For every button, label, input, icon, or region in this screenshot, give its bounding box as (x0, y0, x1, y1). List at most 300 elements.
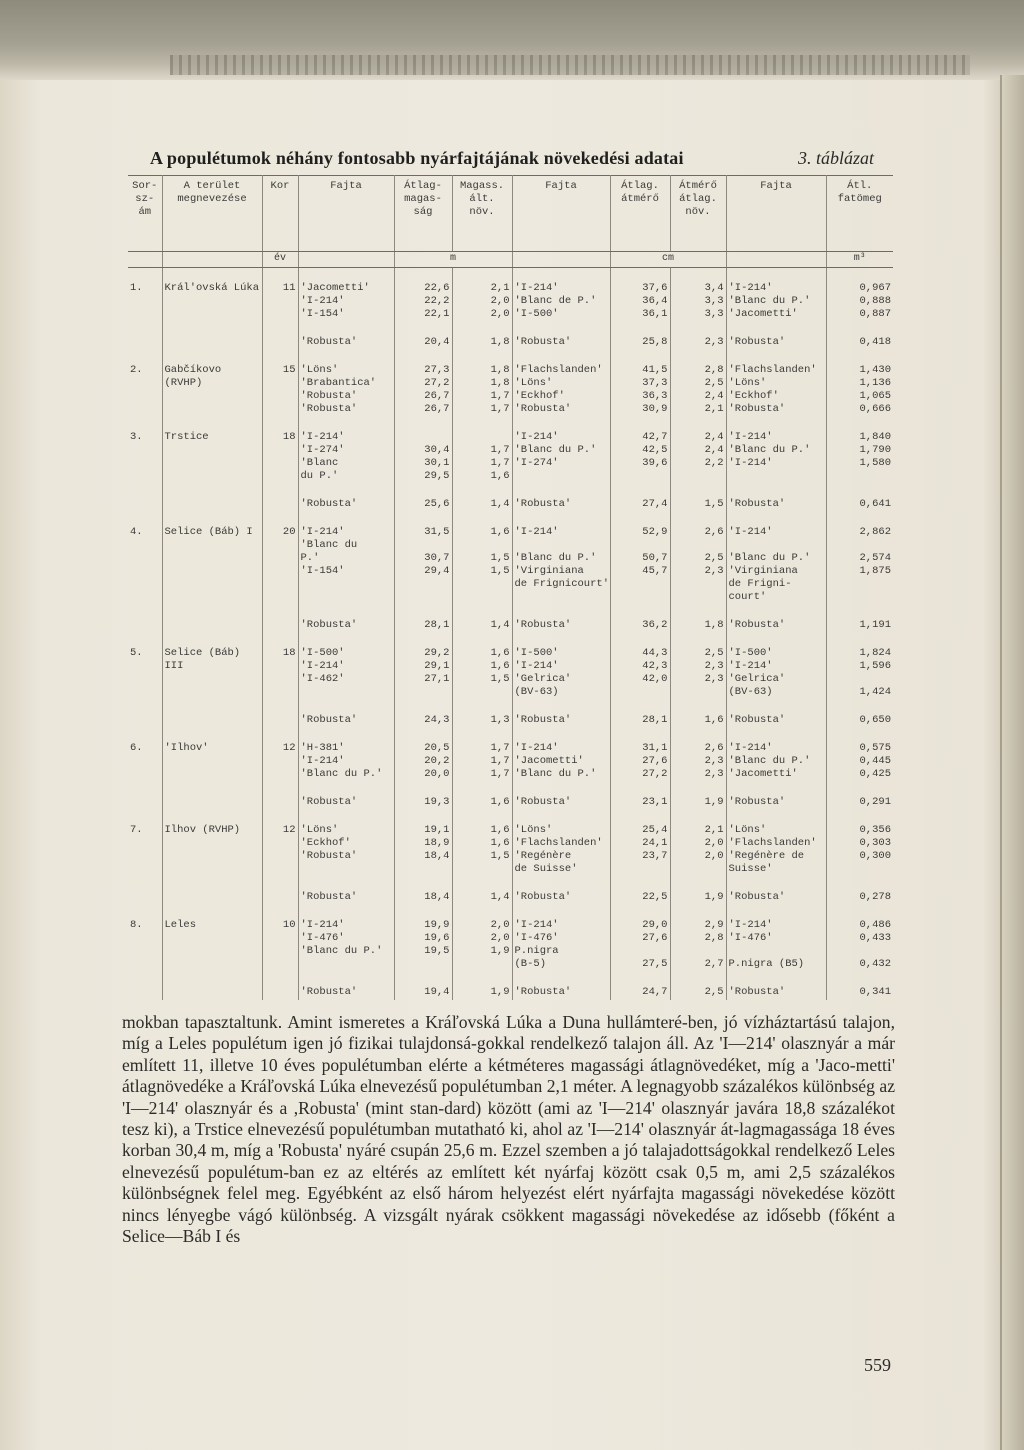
cell-line: 1,824 (859, 647, 891, 659)
cell-kor (262, 905, 298, 972)
cell-atlag-atmero (610, 268, 670, 323)
cell-line: 'I-476' (514, 932, 559, 944)
cell-line: 'Flachslanden' (728, 364, 817, 376)
cell-line (729, 539, 824, 552)
paragraph-text: mokban tapasztaltunk. Amint ismeretes a Kráľovská Lúka a Duna hullámteré-ben, jó vízháztartású talajon, míg a Leles populétum igen jó fizikai tulajdonsá-gokkal rendelkező talajon áll. Az 'I—214' olasznyár a már említett 11, illetve 10 éves populétumban elérte a kétméteres magassági átlagnövedéket, míg a 'Jaco-metti' átlagnövedéke a Kráľovská Lúka elnevezésű populétumban 2,1 méter. A legnagyobb százalékos különbség az 'I—214' olasznyár és a ,Robusta' (mint stan-dard) között (ami az 'I—214' olasznyár javára 18,8 százalékot tesz ki), a Trstice elnevezésű populétumban mutatható ki, ahol az 'I—214' olasznyár át-lagmagassága 18 éves korban 30,4 m, míg a 'Robusta' nyáré csupán 25,6 m. Ezzel szemben a jó talajadottságokkal rendelkező Leles elnevezésű populétum-ban ez az eltérés az említett két nyárfaj között csak 0,5 m, ami 2,5 százalékos különbségnek felel meg. Egyébként az első három helyezést elért nyárfajta magassági növekedése között nincs lényegbe vágó különbség. A vizsgált nyárak csökkent magassági növekedése az idősebb (főként a Selice—Báb I és (122, 1012, 895, 1247)
cell-line: 1,8 (490, 336, 510, 348)
cell-magassag-novekedes (452, 905, 512, 972)
cell-line: 'I-214' (728, 282, 773, 294)
cell-line: 1,9 (490, 945, 510, 957)
cell-fatomeg (826, 728, 893, 782)
cell-atlag-atmero (610, 905, 670, 972)
cell-line: 'Robusta' (728, 891, 786, 903)
cell-line: 19,4 (424, 986, 450, 998)
cell-atlag-magassag (394, 322, 452, 350)
cell-line: 2,0 (704, 850, 724, 862)
cell-magassag-novekedes (452, 605, 512, 633)
cell-line: 'Robusta' (300, 986, 358, 998)
cell-line: 'I-154' (300, 308, 345, 320)
cell-value: 7. (130, 824, 143, 836)
cell-line: 'Robusta' (514, 498, 572, 510)
cell-line: 'Jacometti' (514, 755, 584, 767)
cell-sorszam (128, 633, 162, 700)
cell-atmero-novekedes (670, 322, 726, 350)
cell-sorszam (128, 322, 162, 350)
cell-atlag-atmero (610, 605, 670, 633)
cell-fajta-2 (512, 605, 610, 633)
cell-fajta-2 (512, 633, 610, 700)
cell-line: 0,445 (859, 755, 891, 767)
cell-line (829, 673, 892, 686)
cell-line: 30,4 (424, 444, 450, 456)
cell-line: 2,3 (704, 755, 724, 767)
cell-fajta-1 (298, 512, 394, 605)
cell-line: 0,291 (859, 796, 891, 808)
cell-line: 'Robusta' (300, 336, 358, 348)
cell-line (515, 539, 608, 552)
cell-atmero-novekedes (670, 810, 726, 877)
cell-line: 1,4 (490, 619, 510, 631)
cell-line: 29,2 (424, 647, 450, 659)
cell-fajta-3 (726, 905, 826, 972)
cell-atmero-novekedes (670, 877, 726, 905)
cell-line: 1,065 (859, 390, 891, 402)
cell-line: 'Löns' (514, 824, 553, 836)
cell-fatomeg (826, 782, 893, 810)
cell-kor (262, 484, 298, 512)
cell-atmero-novekedes (670, 484, 726, 512)
cell-line: 'Löns' (300, 824, 339, 836)
cell-line (673, 539, 724, 552)
cell-fajta-1 (298, 782, 394, 810)
cell-fatomeg (826, 417, 893, 484)
cell-line: 1,7 (490, 768, 510, 780)
cell-line: 2,4 (704, 431, 724, 443)
cell-line: 2,1 (704, 824, 724, 836)
cell-line: 'I-214' (300, 755, 345, 767)
binding-texture (170, 55, 970, 75)
cell-line: 2,3 (704, 336, 724, 348)
cell-fajta-3 (726, 605, 826, 633)
cell-line: 1,7 (490, 755, 510, 767)
cell-line: 36,2 (642, 619, 668, 631)
cell-sorszam (128, 972, 162, 1000)
cell-line (455, 539, 510, 552)
cell-atlag-atmero (610, 972, 670, 1000)
cell-atlag-atmero (610, 417, 670, 484)
cell-line: 'I-214' (300, 295, 345, 307)
cell-fajta-2 (512, 972, 610, 1000)
cell-fajta-2 (512, 700, 610, 728)
cell-line: 0,433 (859, 932, 891, 944)
table-row (128, 810, 893, 877)
cell-fatomeg (826, 905, 893, 972)
cell-line: 'I-214' (514, 282, 559, 294)
cell-line: 22,2 (424, 295, 450, 307)
header-row (128, 176, 893, 252)
cell-fajta-2 (512, 877, 610, 905)
cell-line: 'Robusta' (300, 796, 358, 808)
cell-line: 1,9 (490, 986, 510, 998)
cell-sorszam (128, 700, 162, 728)
cell-fajta-2 (512, 728, 610, 782)
cell-line: 18,9 (424, 837, 450, 849)
cell-line: 2,9 (704, 919, 724, 931)
cell-atmero-novekedes (670, 268, 726, 323)
cell-line: 2,1 (490, 282, 510, 294)
cell-line: 'Robusta' (728, 796, 786, 808)
cell-kor (262, 700, 298, 728)
unit-kor: év (262, 252, 298, 268)
cell-fatomeg (826, 484, 893, 512)
cell-magassag-novekedes (452, 322, 512, 350)
cell-kor (262, 810, 298, 877)
cell-fatomeg (826, 877, 893, 905)
cell-value: Gabčíkovo (RVHP) (164, 364, 222, 389)
unit-fatomeg: m³ (826, 252, 893, 268)
units-row (128, 252, 893, 268)
cell-line: 19,3 (424, 796, 450, 808)
cell-sorszam (128, 484, 162, 512)
cell-line: 2,3 (704, 660, 724, 672)
cell-fajta-3 (726, 268, 826, 323)
cell-fajta-1 (298, 322, 394, 350)
cell-line: 1,6 (490, 647, 510, 659)
unit-atmero: cm (610, 252, 726, 268)
cell-line: 28,1 (424, 619, 450, 631)
cell-line: 1,875 (859, 565, 891, 577)
cell-atlag-atmero (610, 322, 670, 350)
cell-magassag-novekedes (452, 972, 512, 1000)
cell-line: 3,3 (704, 295, 724, 307)
cell-line: 'Flachslanden' (514, 837, 603, 849)
cell-line: 'Robusta' (514, 714, 572, 726)
cell-line: 19,9 (424, 919, 450, 931)
table-row (128, 972, 893, 1000)
cell-line: 19,6 (424, 932, 450, 944)
cell-line: 'Jacometti' (728, 768, 798, 780)
cell-line: 'Brabantica' (300, 377, 377, 389)
cell-fatomeg (826, 322, 893, 350)
cell-fatomeg (826, 810, 893, 877)
cell-line: 'Blanc du P.' (728, 444, 811, 456)
cell-line: 'Löns' (514, 377, 553, 389)
cell-atlag-atmero (610, 633, 670, 700)
cell-fajta-2 (512, 905, 610, 972)
cell-line: 2,0 (704, 837, 724, 849)
cell-atlag-atmero (610, 728, 670, 782)
cell-fajta-2 (512, 484, 610, 512)
cell-line: 42,7 (642, 431, 668, 443)
cell-line: 1,5 (490, 565, 510, 577)
cell-line: 1,9 (704, 796, 724, 808)
cell-line: 2,0 (490, 295, 510, 307)
cell-atlag-atmero (610, 484, 670, 512)
cell-line: 'Gelrica' (728, 673, 786, 685)
cell-line: 'Blanc (300, 457, 339, 469)
cell-line: 'Robusta' (728, 498, 786, 510)
cell-fajta-3 (726, 417, 826, 484)
cell-value: 8. (130, 919, 143, 931)
table-body (128, 268, 893, 1001)
cell-fajta-1 (298, 633, 394, 700)
cell-fatomeg (826, 633, 893, 700)
cell-atlag-magassag (394, 605, 452, 633)
cell-line: 24,1 (642, 837, 668, 849)
cell-line: 39,6 (642, 457, 668, 469)
cell-line: 'I-500' (300, 647, 345, 659)
cell-line: 23,1 (642, 796, 668, 808)
header-magassag-novekedes: Magass. ált. növ. (452, 176, 512, 252)
cell-value: 2. (130, 364, 143, 376)
cell-sorszam (128, 905, 162, 972)
cell-line: 3,3 (704, 308, 724, 320)
cell-line: 1,191 (859, 619, 891, 631)
cell-line: 0,888 (859, 295, 891, 307)
cell-terulet (162, 484, 262, 512)
cell-line: 'Robusta' (728, 336, 786, 348)
header-atlag-atmero: Átlag. átmérő (610, 176, 670, 252)
cell-line: 1,424 (859, 686, 891, 698)
cell-atlag-magassag (394, 417, 452, 484)
cell-atlag-magassag (394, 350, 452, 417)
cell-fajta-1 (298, 728, 394, 782)
cell-sorszam (128, 877, 162, 905)
cell-fajta-2 (512, 810, 610, 877)
table-row (128, 322, 893, 350)
cell-line: 'Robusta' (728, 986, 786, 998)
cell-line: 'I-500' (514, 308, 559, 320)
cell-line: P.nigra (B5) (728, 958, 805, 970)
cell-line: 0,425 (859, 768, 891, 780)
cell-line: 18,4 (424, 850, 450, 862)
cell-line: 'I-214' (300, 431, 345, 443)
cell-atmero-novekedes (670, 350, 726, 417)
cell-line: 'Blanc du (300, 539, 358, 551)
cell-line (829, 539, 892, 552)
cell-value: Král'ovská Lúka (164, 282, 260, 294)
cell-line: 'Flachslanden' (514, 364, 603, 376)
cell-fajta-1 (298, 810, 394, 877)
cell-value: 1. (130, 282, 143, 294)
cell-sorszam (128, 512, 162, 605)
cell-line: 1,5 (490, 850, 510, 862)
cell-line: 2,3 (704, 673, 724, 685)
cell-line: 36,3 (642, 390, 668, 402)
cell-atlag-magassag (394, 877, 452, 905)
cell-line: 2,6 (704, 526, 724, 538)
cell-line: 0,650 (859, 714, 891, 726)
cell-line: 27,2 (642, 768, 668, 780)
cell-line: 27,4 (642, 498, 668, 510)
cell-value: 15 (282, 364, 296, 376)
cell-line: 36,4 (642, 295, 668, 307)
cell-line: 2,862 (859, 526, 891, 538)
cell-atlag-magassag (394, 728, 452, 782)
cell-line: P.' (300, 552, 320, 564)
cell-line: 'Gelrica' (514, 673, 572, 685)
table-row (128, 700, 893, 728)
cell-fajta-3 (726, 484, 826, 512)
cell-line: 52,9 (642, 526, 668, 538)
cell-value: 10 (282, 919, 296, 931)
cell-line: 'I-274' (514, 457, 559, 469)
cell-line: 30,9 (642, 403, 668, 415)
cell-line: 'I-462' (300, 673, 345, 685)
cell-atlag-magassag (394, 512, 452, 605)
cell-terulet (162, 605, 262, 633)
cell-fajta-3 (726, 782, 826, 810)
cell-line: 1,6 (490, 824, 510, 836)
cell-line: 1,6 (490, 660, 510, 672)
cell-line: 'Blanc du P.' (728, 755, 811, 767)
cell-line: 'Robusta' (514, 796, 572, 808)
cell-line: 2,2 (704, 457, 724, 469)
cell-line: 1,580 (859, 457, 891, 469)
cell-line: 1,4 (490, 498, 510, 510)
cell-line: 2,5 (704, 552, 724, 564)
cell-line: 'I-214' (728, 660, 773, 672)
cell-line: 0,967 (859, 282, 891, 294)
cell-atmero-novekedes (670, 700, 726, 728)
cell-atmero-novekedes (670, 512, 726, 605)
cell-atlag-atmero (610, 700, 670, 728)
cell-line: 'Blanc du P.' (514, 444, 597, 456)
cell-line: 1,7 (490, 390, 510, 402)
cell-line: de Suisse' (514, 863, 578, 875)
cell-kor (262, 350, 298, 417)
cell-line: (BV-63) (514, 686, 559, 698)
cell-line: 30,7 (424, 552, 450, 564)
cell-line: 42,5 (642, 444, 668, 456)
cell-line: 'I-500' (514, 647, 559, 659)
header-fajta-1: Fajta (298, 176, 394, 252)
cell-line: 27,6 (642, 932, 668, 944)
cell-line: 2,0 (490, 919, 510, 931)
cell-line: 29,5 (424, 470, 450, 482)
cell-line: 2,5 (704, 377, 724, 389)
cell-terulet (162, 810, 262, 877)
cell-line: 'I-154' (300, 565, 345, 577)
cell-line: 'Eckhof' (728, 390, 779, 402)
header-fajta-3: Fajta (726, 176, 826, 252)
cell-line: 'Robusta' (300, 891, 358, 903)
cell-line (397, 539, 450, 552)
cell-line: 1,8 (704, 619, 724, 631)
cell-line: 2,5 (704, 986, 724, 998)
cell-line: 1,8 (490, 364, 510, 376)
cell-fajta-1 (298, 700, 394, 728)
cell-line: 27,6 (642, 755, 668, 767)
table-row (128, 512, 893, 605)
cell-line: 1,840 (859, 431, 891, 443)
cell-line (613, 945, 668, 958)
cell-value: 20 (282, 526, 296, 538)
table-row (128, 633, 893, 700)
cell-line: 44,3 (642, 647, 668, 659)
cell-line: 22,1 (424, 308, 450, 320)
cell-line: 'Regénère (514, 850, 572, 862)
cell-atlag-magassag (394, 972, 452, 1000)
cell-line: 1,6 (704, 714, 724, 726)
cell-line: 'I-214' (300, 919, 345, 931)
cell-line: 19,5 (424, 945, 450, 957)
cell-fajta-3 (726, 322, 826, 350)
cell-magassag-novekedes (452, 877, 512, 905)
cell-line: 1,6 (490, 796, 510, 808)
cell-line: 27,2 (424, 377, 450, 389)
cell-line: 1,6 (490, 837, 510, 849)
cell-kor (262, 728, 298, 782)
cell-line: 18,4 (424, 891, 450, 903)
cell-line: 25,4 (642, 824, 668, 836)
cell-atmero-novekedes (670, 905, 726, 972)
cell-atlag-magassag (394, 268, 452, 323)
cell-value: Selice (Báb) I (164, 526, 253, 538)
cell-line: Suisse' (728, 863, 773, 875)
cell-line: 1,7 (490, 444, 510, 456)
cell-value: 'Ilhov' (164, 742, 209, 754)
cell-kor (262, 512, 298, 605)
cell-line: 'Robusta' (300, 498, 358, 510)
cell-magassag-novekedes (452, 700, 512, 728)
cell-atmero-novekedes (670, 633, 726, 700)
header-fajta-2: Fajta (512, 176, 610, 252)
cell-line: 1,4 (490, 891, 510, 903)
page-number: 559 (864, 1355, 891, 1375)
cell-magassag-novekedes (452, 810, 512, 877)
table-row (128, 417, 893, 484)
cell-line: 0,278 (859, 891, 891, 903)
cell-line: 'I-274' (300, 444, 345, 456)
cell-line: (B-5) (514, 958, 547, 970)
cell-line: 37,6 (642, 282, 668, 294)
table-row (128, 268, 893, 323)
header-fatomeg: Átl. fatömeg (826, 176, 893, 252)
cell-line: 41,5 (642, 364, 668, 376)
cell-line: 'Blanc de P.' (514, 295, 597, 307)
cell-kor (262, 322, 298, 350)
cell-terulet (162, 633, 262, 700)
cell-line: 'I-476' (300, 932, 345, 944)
cell-sorszam (128, 782, 162, 810)
cell-line: 'Robusta' (728, 403, 786, 415)
cell-line: 'Robusta' (300, 403, 358, 415)
cell-fatomeg (826, 700, 893, 728)
cell-line: 'I-214' (514, 526, 559, 538)
cell-line: 20,2 (424, 755, 450, 767)
cell-line (613, 539, 668, 552)
cell-line: 2,8 (704, 364, 724, 376)
cell-line: 1,5 (490, 673, 510, 685)
cell-kor (262, 417, 298, 484)
cell-value: 18 (282, 431, 296, 443)
cell-magassag-novekedes (452, 633, 512, 700)
cell-line: 0,887 (859, 308, 891, 320)
cell-line: 'Blanc du P.' (514, 768, 597, 780)
cell-atlag-atmero (610, 877, 670, 905)
cell-line: 2,574 (859, 552, 891, 564)
cell-line: 22,5 (642, 891, 668, 903)
cell-line: 29,4 (424, 565, 450, 577)
cell-line: 36,1 (642, 308, 668, 320)
header-sorszam: Sor- sz- ám (128, 176, 162, 252)
cell-kor (262, 782, 298, 810)
cell-line: 26,7 (424, 390, 450, 402)
cell-magassag-novekedes (452, 350, 512, 417)
cell-fajta-2 (512, 350, 610, 417)
cell-fajta-3 (726, 512, 826, 605)
